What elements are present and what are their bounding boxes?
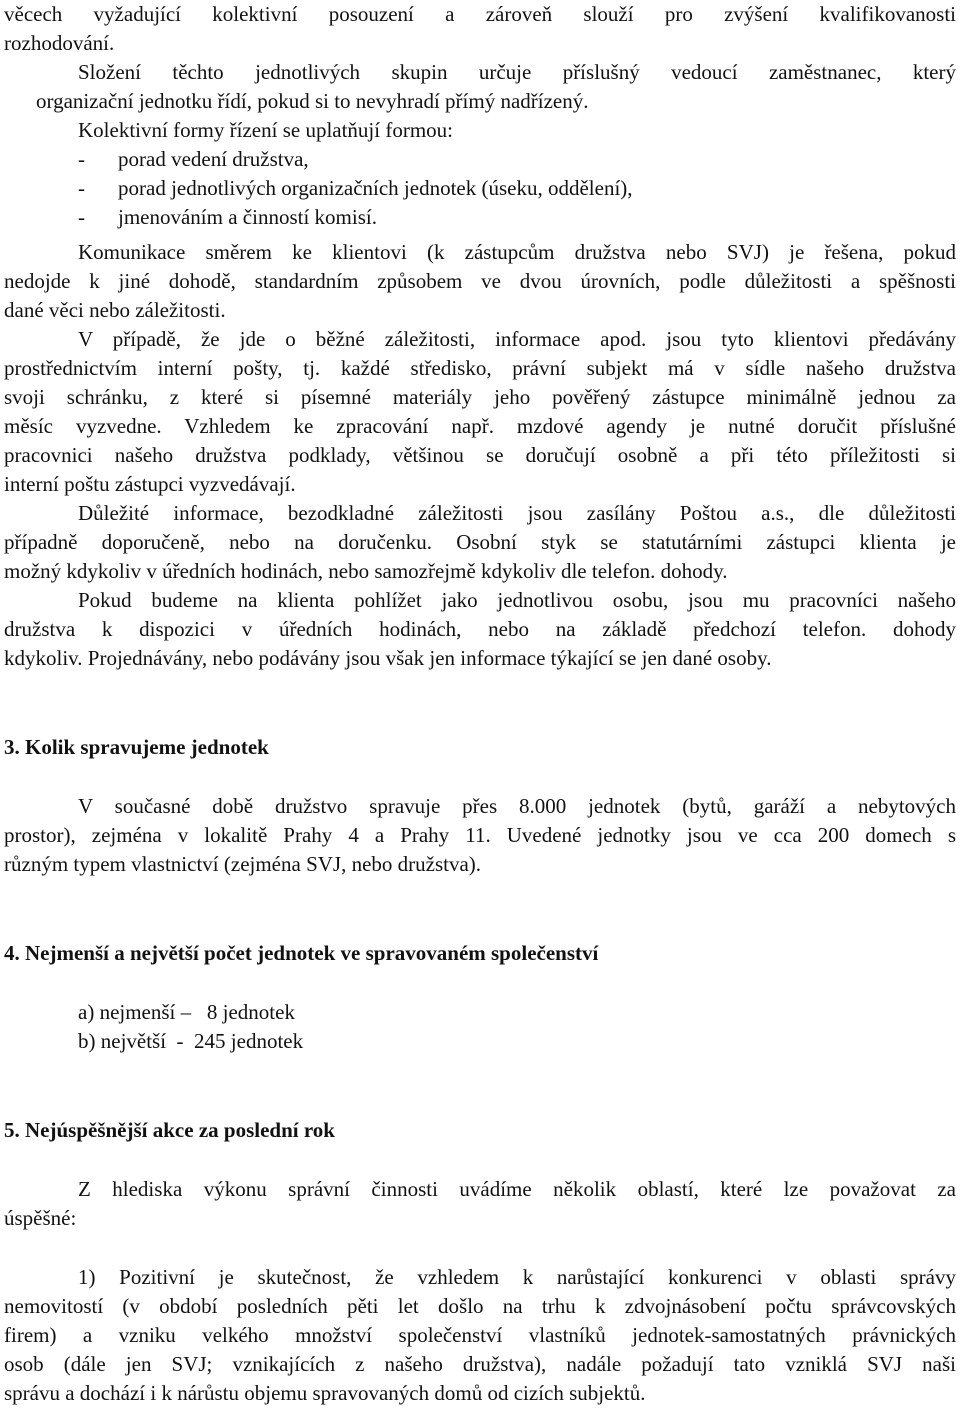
bullet-dash: - bbox=[78, 176, 85, 200]
text-line: rozhodování. bbox=[4, 31, 115, 55]
text-line: možný kdykoliv v úředních hodinách, nebo samozřejmě kdykoliv dle telefon. dohody. bbox=[4, 559, 728, 583]
section-5-heading: 5. Nejúspěšnější akce za poslední rok bbox=[4, 1118, 335, 1142]
forms-intro: Kolektivní formy řízení se uplatňují formou: bbox=[78, 118, 454, 142]
text-line: firem) a vzniku velkého množství společenství vlastníků jednotek-samostatných právnických bbox=[4, 1323, 956, 1347]
text-line: organizační jednotku řídí, pokud si to nevyhradí přímý nadřízený. bbox=[36, 89, 589, 113]
communication-paragraph-3 bbox=[4, 499, 956, 586]
text-line: prostor), zejména v lokalitě Prahy 4 a Prahy 11. Uvedené jednotky jsou ve cca 200 domech s bbox=[4, 823, 956, 847]
document-page bbox=[4, 0, 956, 1408]
text-line: Z hlediska výkonu správní činnosti uvádíme několik oblastí, které lze považovat za bbox=[78, 1177, 956, 1201]
list-item: - jmenováním a činností komisí. bbox=[4, 203, 956, 232]
list-item: b) největší - 245 jednotek bbox=[78, 1029, 304, 1053]
text-line: V případě, že jde o běžné záležitosti, informace apod. jsou tyto klientovi předávány bbox=[78, 327, 956, 351]
section-5-item-1 bbox=[4, 1263, 956, 1408]
text-line: družstva k dispozici v úředních hodinách, nebo na základě předchozí telefon. dohody bbox=[4, 617, 956, 641]
text-line: V současné době družstvo spravuje přes 8.000 jednotek (bytů, garáží a nebytových bbox=[78, 794, 956, 818]
list-item: a) nejmenší – 8 jednotek bbox=[78, 1000, 295, 1024]
text-line: měsíc vyzvedne. Vzhledem ke zpracování např. mzdové agendy je nutné doručit příslušné bbox=[4, 414, 956, 438]
section-3-paragraph bbox=[4, 792, 956, 879]
text-line: případně doporučeně, nebo na doručenku. Osobní styk se statutárními zástupci klienta je bbox=[4, 530, 956, 554]
bullet-dash: - bbox=[78, 205, 85, 229]
section-4-heading: 4. Nejmenší a největší počet jednotek ve spravovaném společenství bbox=[4, 941, 599, 965]
text-line: svoji schránku, z které si písemné materiály jeho pověřený zástupce minimálně jednou za bbox=[4, 385, 956, 409]
communication-paragraph-1 bbox=[4, 238, 956, 325]
text-line: správu a dochází i k nárůstu objemu spravovaných domů od cizích subjektů. bbox=[4, 1381, 646, 1405]
text-line: prostřednictvím interní pošty, tj. každé středisko, právní subjekt má v sídle našeho družstva bbox=[4, 356, 956, 380]
text-line: nedojde k jiné dohodě, standardním způsobem ve dvou úrovních, podle důležitosti a spěšnosti bbox=[4, 269, 956, 293]
section-3-heading: 3. Kolik spravujeme jednotek bbox=[4, 735, 269, 759]
list-item: - porad vedení družstva, bbox=[4, 145, 956, 174]
text-line: kdykoliv. Projednávány, nebo podávány jsou však jen informace týkající se jen dané osoby. bbox=[4, 646, 772, 670]
text-line: věcech vyžadující kolektivní posouzení a zároveň slouží pro zvýšení kvalifikovanosti bbox=[4, 2, 956, 26]
forms-list bbox=[4, 116, 956, 232]
communication-paragraph-2 bbox=[4, 325, 956, 499]
communication-paragraph-4 bbox=[4, 586, 956, 673]
text-line: Pokud budeme na klienta pohlížet jako jednotlivou osobu, jsou mu pracovníci našeho bbox=[78, 588, 956, 612]
text-line: interní poštu zástupci vyzvedávají. bbox=[4, 472, 296, 496]
text-line: různým typem vlastnictví (zejména SVJ, nebo družstva). bbox=[4, 852, 482, 876]
intro-paragraph-1 bbox=[4, 0, 956, 58]
bullet-dash: - bbox=[78, 147, 85, 171]
section-4-list bbox=[4, 998, 956, 1056]
text-line: nemovitostí (v období posledních pěti let došlo na trhu k zdvojnásobení počtu správcovských bbox=[4, 1294, 956, 1318]
text-line: 1) Pozitivní je skutečnost, že vzhledem k narůstající konkurenci v oblasti správy bbox=[78, 1265, 956, 1289]
text-line: dané věci nebo záležitosti. bbox=[4, 298, 226, 322]
text-line: osob (dále jen SVJ; vznikajících z našeho družstva), nadále požadují tato vzniklá SVJ naši bbox=[4, 1352, 956, 1376]
text-line: úspěšné: bbox=[4, 1206, 77, 1230]
intro-paragraph-2 bbox=[4, 58, 956, 116]
section-5-intro bbox=[4, 1175, 956, 1233]
text-line: pracovnici našeho družstva podklady, většinou se doručují osobně a při této příležitosti si bbox=[4, 443, 956, 467]
text-line: Komunikace směrem ke klientovi (k zástupcům družstva nebo SVJ) je řešena, pokud bbox=[78, 240, 956, 264]
list-item: - porad jednotlivých organizačních jednotek (úseku, oddělení), bbox=[4, 174, 956, 203]
text-line: Složení těchto jednotlivých skupin určuje příslušný vedoucí zaměstnanec, který bbox=[78, 60, 956, 84]
text-line: Důležité informace, bezodkladné záležitosti jsou zasílány Poštou a.s., dle důležitosti bbox=[78, 501, 956, 525]
